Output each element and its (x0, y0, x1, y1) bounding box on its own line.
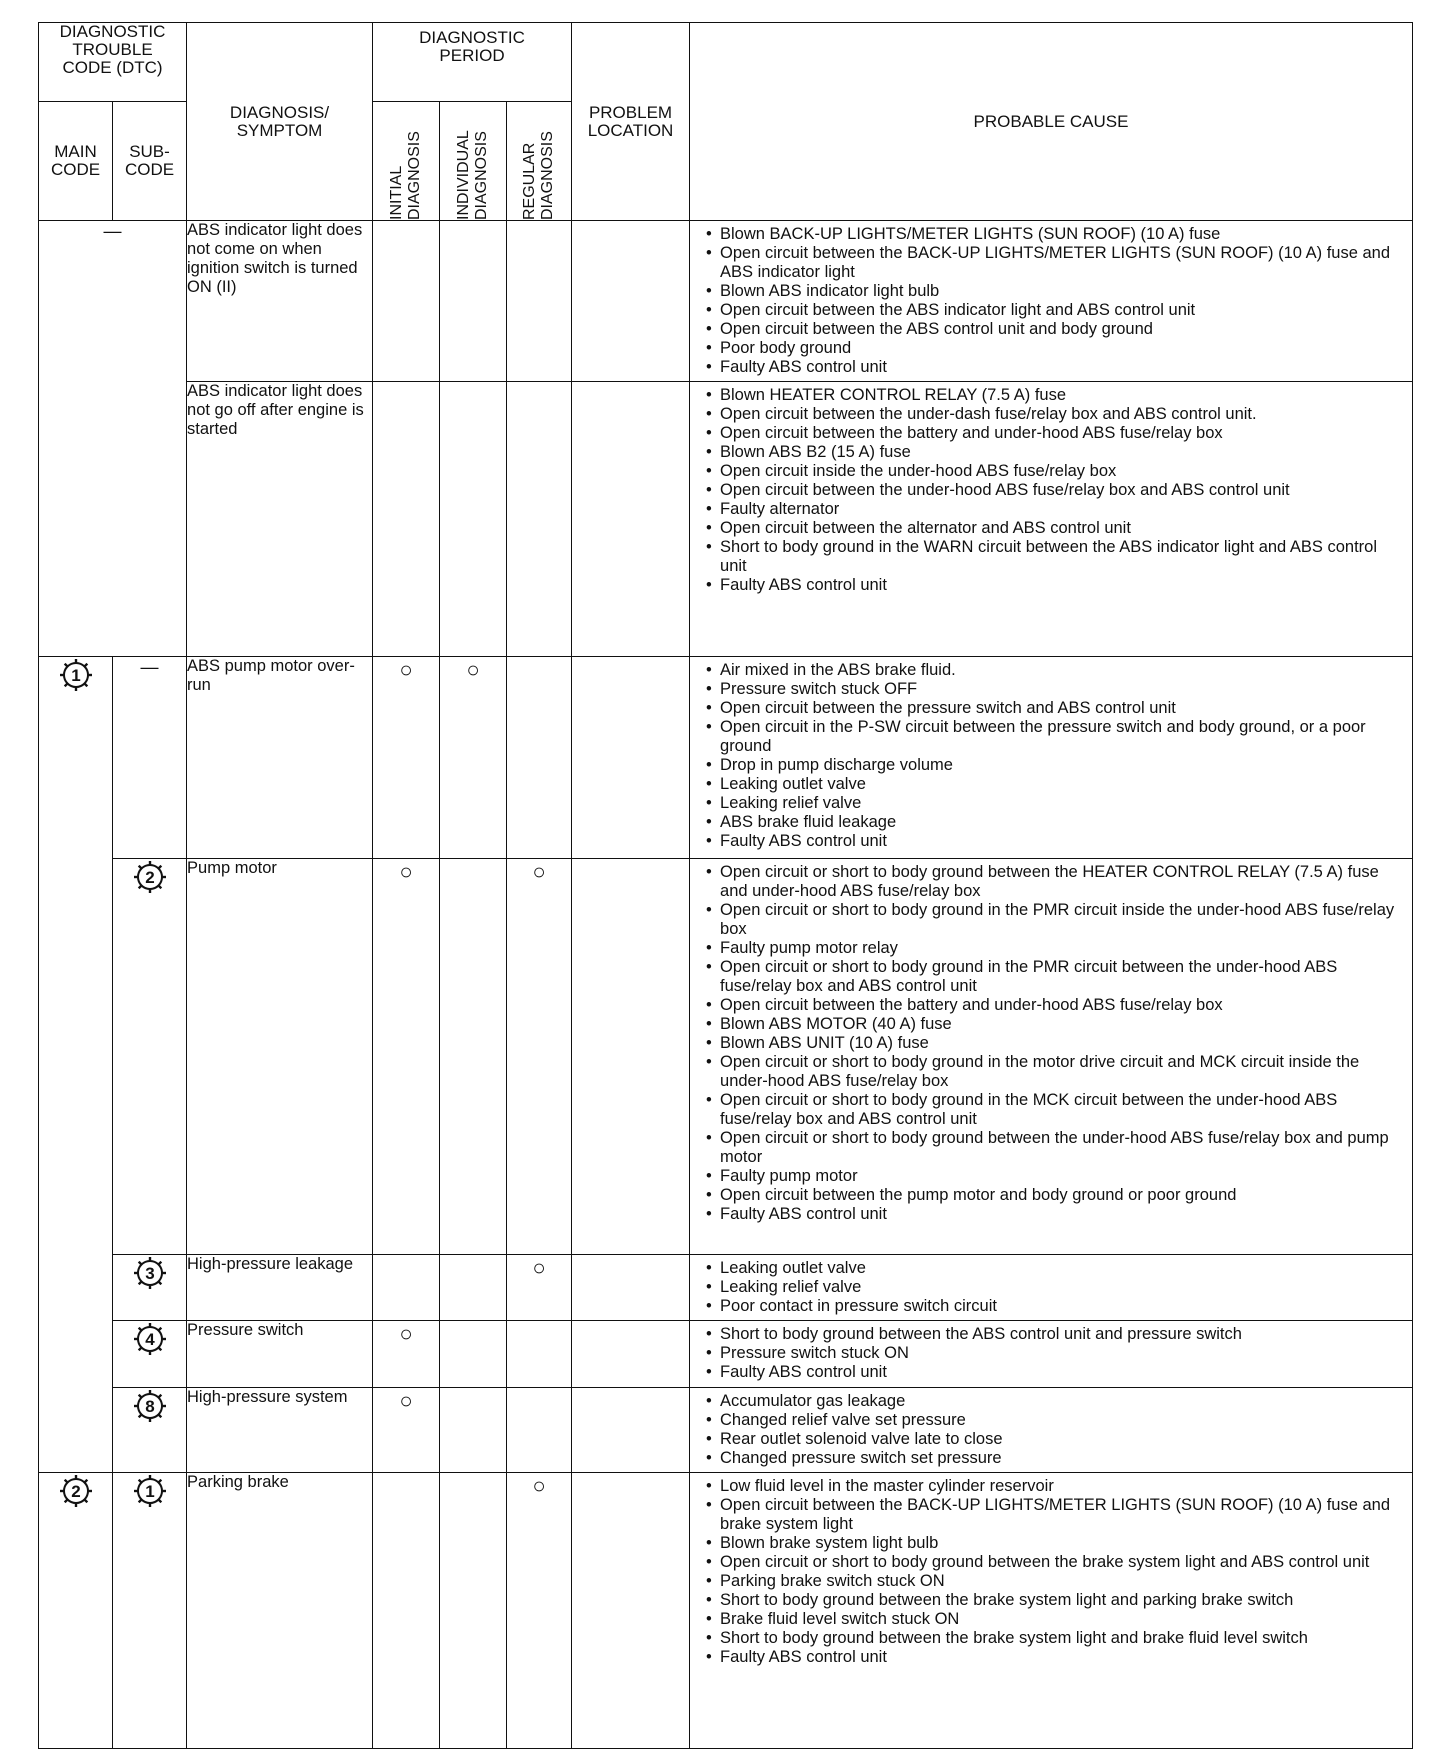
table-row (39, 1255, 1413, 1321)
causes-cell (690, 657, 1413, 859)
svg-text:1: 1 (70, 666, 81, 685)
regular-cell (507, 657, 572, 859)
table-row (39, 221, 1413, 382)
cause-item: • Open circuit or short to body ground in the MCK circuit between the under-hood ABS fuse/relay box and ABS control unit (706, 1091, 1402, 1129)
cause-item: • Accumulator gas leakage (706, 1392, 1402, 1411)
problem-location-cell (572, 1473, 690, 1749)
symptom-cell: ABS indicator light does not come on when ignition switch is turned ON (II) (187, 221, 373, 382)
cause-item: • Blown ABS indicator light bulb (706, 282, 1402, 301)
cause-item: • Open circuit or short to body ground in the PMR circuit between the under-hood ABS fuse/relay box and ABS control unit (706, 958, 1402, 996)
symptom-cell: Pressure switch (187, 1321, 373, 1388)
initial-cell (373, 1255, 440, 1321)
cause-item: • Open circuit between the BACK-UP LIGHTS/METER LIGHTS (SUN ROOF) (10 A) fuse and brake system light (706, 1496, 1402, 1534)
regular-cell (507, 382, 572, 657)
symptom-cell: Pump motor (187, 859, 373, 1255)
causes-cell (690, 859, 1413, 1255)
regular-cell (507, 1388, 572, 1473)
header-probable-cause: PROBABLE CAUSE (690, 23, 1413, 221)
gear-code-icon (58, 1473, 94, 1509)
header-regular-diagnosis-text: REGULAR DIAGNOSIS (521, 131, 557, 220)
cause-item: • Faulty ABS control unit (706, 1205, 1402, 1224)
cause-item: • Blown brake system light bulb (706, 1534, 1402, 1553)
problem-location-cell (572, 1388, 690, 1473)
individual-cell (440, 1321, 507, 1388)
regular-cell: ○ (507, 1255, 572, 1321)
header-initial-diagnosis-text: INITIAL DIAGNOSIS (388, 131, 424, 220)
gear-code-icon (132, 1255, 168, 1291)
gear-code-icon (132, 1321, 168, 1357)
initial-cell: ○ (373, 859, 440, 1255)
cause-item: • Leaking outlet valve (706, 775, 1402, 794)
cause-item: • Short to body ground between the ABS control unit and pressure switch (706, 1325, 1402, 1344)
header-diagnostic-period: DIAGNOSTIC PERIOD (373, 23, 572, 102)
cause-item: • Open circuit between the ABS control unit and body ground (706, 320, 1402, 339)
svg-text:2: 2 (70, 1482, 81, 1501)
svg-text:2: 2 (144, 868, 155, 887)
symptom-cell: High-pressure system (187, 1388, 373, 1473)
cause-item: • Faulty ABS control unit (706, 576, 1402, 595)
cause-item: • Leaking outlet valve (706, 1259, 1402, 1278)
cause-item: • Pressure switch stuck ON (706, 1344, 1402, 1363)
svg-text:3: 3 (144, 1264, 155, 1283)
cause-item: • ABS brake fluid leakage (706, 813, 1402, 832)
cause-item: • Blown BACK-UP LIGHTS/METER LIGHTS (SUN ROOF) (10 A) fuse (706, 225, 1402, 244)
problem-location-cell (572, 382, 690, 657)
cause-item: • Open circuit or short to body ground between the under-hood ABS fuse/relay box and pump motor (706, 1129, 1402, 1167)
cause-item: • Short to body ground between the brake system light and brake fluid level switch (706, 1629, 1402, 1648)
causes-list (690, 1473, 1412, 1671)
cause-item: • Changed pressure switch set pressure (706, 1449, 1402, 1468)
problem-location-cell (572, 859, 690, 1255)
individual-cell (440, 1255, 507, 1321)
individual-cell (440, 1388, 507, 1473)
initial-cell (373, 382, 440, 657)
cause-item: • Open circuit between the battery and under-hood ABS fuse/relay box (706, 996, 1402, 1015)
cause-item: • Open circuit between the battery and under-hood ABS fuse/relay box (706, 424, 1402, 443)
regular-cell: ○ (507, 1473, 572, 1749)
initial-cell: ○ (373, 1321, 440, 1388)
svg-text:1: 1 (144, 1482, 155, 1501)
symptom-cell: Parking brake (187, 1473, 373, 1749)
cause-item: • Open circuit inside the under-hood ABS fuse/relay box (706, 462, 1402, 481)
problem-location-cell (572, 657, 690, 859)
cause-item: • Leaking relief valve (706, 794, 1402, 813)
sub-code-cell (113, 859, 187, 1255)
header-dtc: DIAGNOSTIC TROUBLE CODE (DTC) (39, 23, 187, 102)
problem-location-cell (572, 1255, 690, 1321)
cause-item: • Faulty ABS control unit (706, 358, 1402, 377)
initial-cell: ○ (373, 1388, 440, 1473)
cause-item: • Low fluid level in the master cylinder reservoir (706, 1477, 1402, 1496)
sub-code-cell (113, 1255, 187, 1321)
cause-item: • Open circuit or short to body ground between the brake system light and ABS control unit (706, 1553, 1402, 1572)
cause-item: • Open circuit between the pump motor and body ground or poor ground (706, 1186, 1402, 1205)
header-main-code: MAIN CODE (39, 102, 113, 221)
cause-item: • Drop in pump discharge volume (706, 756, 1402, 775)
sub-code-cell (113, 1388, 187, 1473)
svg-text:8: 8 (144, 1397, 155, 1416)
individual-cell (440, 382, 507, 657)
cause-item: • Faulty alternator (706, 500, 1402, 519)
problem-location-cell (572, 1321, 690, 1388)
cause-item: • Faulty pump motor (706, 1167, 1402, 1186)
table-body (39, 221, 1413, 1749)
cause-item: • Pressure switch stuck OFF (706, 680, 1402, 699)
regular-cell (507, 221, 572, 382)
causes-list (690, 1388, 1412, 1472)
symptom-cell: ABS pump motor over-run (187, 657, 373, 859)
causes-cell (690, 1473, 1413, 1749)
no-code-cell (39, 221, 187, 657)
cause-item: • Open circuit or short to body ground in the PMR circuit inside the under-hood ABS fuse/relay box (706, 901, 1402, 939)
header-diagnosis-symptom: DIAGNOSIS/ SYMPTOM (187, 23, 373, 221)
gear-code-icon (58, 657, 94, 693)
causes-cell (690, 221, 1413, 382)
table-header (39, 23, 1413, 221)
sub-code-cell: — (113, 657, 187, 859)
cause-item: • Open circuit or short to body ground in the motor drive circuit and MCK circuit inside the under-hood ABS fuse/relay box (706, 1053, 1402, 1091)
cause-item: • Short to body ground between the brake system light and parking brake switch (706, 1591, 1402, 1610)
header-regular-diagnosis (507, 102, 572, 221)
individual-cell (440, 859, 507, 1255)
cause-item: • Rear outlet solenoid valve late to close (706, 1430, 1402, 1449)
table-row (39, 382, 1413, 657)
cause-item: • Open circuit in the P-SW circuit between the pressure switch and body ground, or a poor ground (706, 718, 1402, 756)
cause-item: • Open circuit between the BACK-UP LIGHTS/METER LIGHTS (SUN ROOF) (10 A) fuse and ABS indicator light (706, 244, 1402, 282)
no-code-dash: — (103, 221, 122, 241)
cause-item: • Open circuit between the under-hood ABS fuse/relay box and ABS control unit (706, 481, 1402, 500)
causes-cell (690, 1321, 1413, 1388)
cause-item: • Blown HEATER CONTROL RELAY (7.5 A) fuse (706, 386, 1402, 405)
cause-item: • Parking brake switch stuck ON (706, 1572, 1402, 1591)
cause-item: • Open circuit between the under-dash fuse/relay box and ABS control unit. (706, 405, 1402, 424)
header-problem-location: PROBLEM LOCATION (572, 23, 690, 221)
causes-cell (690, 1388, 1413, 1473)
problem-location-cell (572, 221, 690, 382)
table-row (39, 657, 1413, 859)
gear-code-icon (132, 1388, 168, 1424)
cause-item: • Blown ABS UNIT (10 A) fuse (706, 1034, 1402, 1053)
causes-list (690, 657, 1412, 855)
main-code-cell (39, 657, 113, 1473)
cause-item: • Poor contact in pressure switch circuit (706, 1297, 1402, 1316)
individual-cell (440, 1473, 507, 1749)
header-initial-diagnosis (373, 102, 440, 221)
causes-cell (690, 382, 1413, 657)
header-sub-code: SUB-CODE (113, 102, 187, 221)
initial-cell (373, 221, 440, 382)
cause-item: • Faulty pump motor relay (706, 939, 1402, 958)
dtc-table-sheet (38, 22, 1413, 1749)
cause-item: • Open circuit between the alternator and ABS control unit (706, 519, 1402, 538)
cause-item: • Faulty ABS control unit (706, 832, 1402, 851)
causes-list (690, 859, 1412, 1228)
causes-list (690, 1255, 1412, 1320)
cause-item: • Poor body ground (706, 339, 1402, 358)
causes-list (690, 382, 1412, 599)
table-row (39, 1388, 1413, 1473)
table-row (39, 1473, 1413, 1749)
cause-item: • Open circuit between the pressure switch and ABS control unit (706, 699, 1402, 718)
cause-item: • Changed relief valve set pressure (706, 1411, 1402, 1430)
table-row (39, 859, 1413, 1255)
cause-item: • Faulty ABS control unit (706, 1648, 1402, 1667)
cause-item: • Brake fluid level switch stuck ON (706, 1610, 1402, 1629)
cause-item: • Blown ABS MOTOR (40 A) fuse (706, 1015, 1402, 1034)
regular-cell (507, 1321, 572, 1388)
svg-text:4: 4 (144, 1330, 155, 1349)
header-individual-diagnosis-text: INDIVIDUAL DIAGNOSIS (455, 130, 491, 220)
cause-item: • Blown ABS B2 (15 A) fuse (706, 443, 1402, 462)
cause-item: • Air mixed in the ABS brake fluid. (706, 661, 1402, 680)
cause-item: • Open circuit or short to body ground between the HEATER CONTROL RELAY (7.5 A) fuse and under-hood ABS fuse/relay box (706, 863, 1402, 901)
symptom-cell: ABS indicator light does not go off after engine is started (187, 382, 373, 657)
dtc-table (38, 22, 1413, 1749)
table-row (39, 1321, 1413, 1388)
initial-cell (373, 1473, 440, 1749)
causes-cell (690, 1255, 1413, 1321)
gear-code-icon (132, 859, 168, 895)
main-code-cell (39, 1473, 113, 1749)
initial-cell: ○ (373, 657, 440, 859)
regular-cell: ○ (507, 859, 572, 1255)
sub-code-cell (113, 1473, 187, 1749)
causes-list (690, 1321, 1412, 1386)
cause-item: • Short to body ground in the WARN circuit between the ABS indicator light and ABS control unit (706, 538, 1402, 576)
cause-item: • Faulty ABS control unit (706, 1363, 1402, 1382)
header-individual-diagnosis (440, 102, 507, 221)
cause-item: • Open circuit between the ABS indicator light and ABS control unit (706, 301, 1402, 320)
individual-cell (440, 221, 507, 382)
individual-cell: ○ (440, 657, 507, 859)
gear-code-icon (132, 1473, 168, 1509)
sub-code-cell (113, 1321, 187, 1388)
symptom-cell: High-pressure leakage (187, 1255, 373, 1321)
cause-item: • Leaking relief valve (706, 1278, 1402, 1297)
causes-list (690, 221, 1412, 381)
